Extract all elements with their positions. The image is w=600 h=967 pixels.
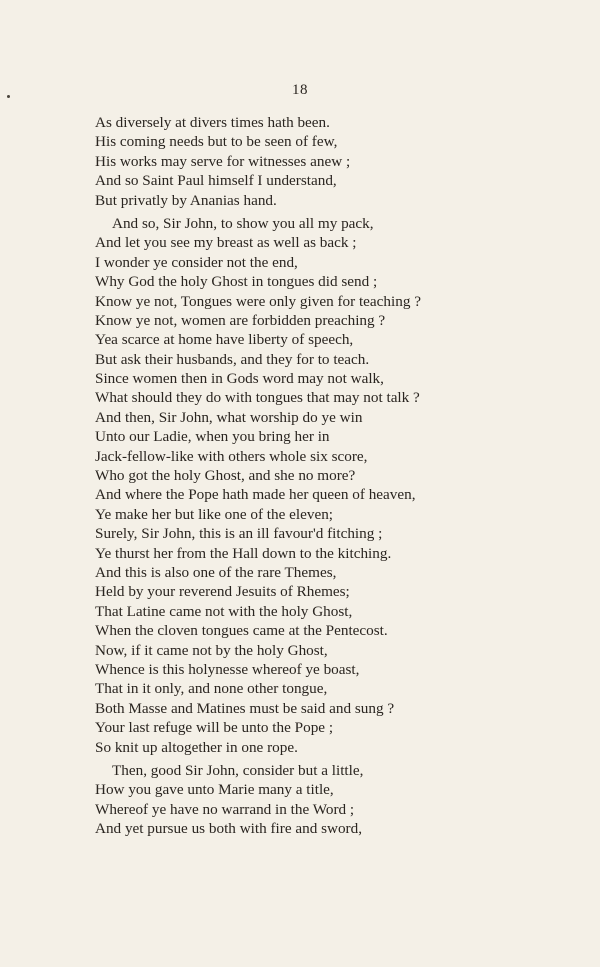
poem-line: Whereof ye have no warrand in the Word ; (95, 800, 355, 818)
poem-line: Your last refuge will be unto the Pope ; (95, 719, 334, 737)
poem-line: Know ye not, Tongues were only given for teaching ? (95, 292, 421, 310)
poem-line: Since women then in Gods word may not walk, (95, 370, 384, 388)
poem-line: Jack-fellow-like with others whole six score, (95, 447, 368, 465)
poem-line: Ye make her but like one of the eleven; (95, 505, 334, 523)
poem-line: Held by your reverend Jesuits of Rhemes; (95, 583, 350, 601)
poem-line: And so Saint Paul himself I understand, (95, 172, 337, 190)
poem-line: As diversely at divers times hath been. (95, 114, 330, 131)
poem-line: Surely, Sir John, this is an ill favour'd fitching ; (95, 525, 383, 543)
poem-line: Now, if it came not by the holy Ghost, (95, 641, 328, 659)
poem-line: What should they do with tongues that may not talk ? (95, 389, 420, 407)
poem-line: That in it only, and none other tongue, (95, 680, 328, 698)
poem-line: Know ye not, women are forbidden preaching ? (95, 311, 386, 329)
poem-line: His coming needs but to be seen of few, (95, 133, 338, 151)
poem-line: But ask their husbands, and they for to teach. (95, 350, 370, 368)
poem-line: But privatly by Ananias hand. (95, 191, 277, 209)
page-number: 18 (292, 82, 308, 98)
poem-line: Ye thurst her from the Hall down to the kitching. (95, 544, 392, 562)
stanza (95, 214, 485, 757)
poem-line: When the cloven tongues came at the Pentecost. (95, 622, 388, 640)
poem-line: And this is also one of the rare Themes, (95, 563, 337, 581)
poem-line: His works may serve for witnesses anew ; (95, 152, 351, 170)
poem-line: That Latine came not with the holy Ghost, (95, 602, 353, 620)
poem-line: Then, good Sir John, consider but a little, (112, 761, 364, 779)
poem-line: Why God the holy Ghost in tongues did send ; (95, 273, 378, 291)
poem-line: Yea scarce at home have liberty of speech, (95, 331, 354, 349)
poem-line: So knit up altogether in one rope. (95, 738, 298, 756)
poem-line: Both Masse and Matines must be said and sung ? (95, 699, 395, 717)
poem-line: And so, Sir John, to show you all my pack, (112, 214, 374, 232)
stanza (95, 761, 485, 839)
poem-text (95, 113, 485, 838)
poem-line: I wonder ye consider not the end, (95, 253, 298, 271)
poem-line: Whence is this holynesse whereof ye boast, (95, 660, 360, 678)
stanza (95, 113, 485, 210)
poem-line: And yet pursue us both with fire and sword, (95, 820, 363, 838)
poem-line: Unto our Ladie, when you bring her in (95, 428, 330, 446)
poem-line: And where the Pope hath made her queen of heaven, (95, 486, 416, 504)
poem-line: And then, Sir John, what worship do ye win (95, 408, 363, 426)
poem-line: How you gave unto Marie many a title, (95, 781, 334, 799)
poem-line: And let you see my breast as well as back ; (95, 234, 357, 252)
poem-line: Who got the holy Ghost, and she no more? (95, 467, 356, 485)
